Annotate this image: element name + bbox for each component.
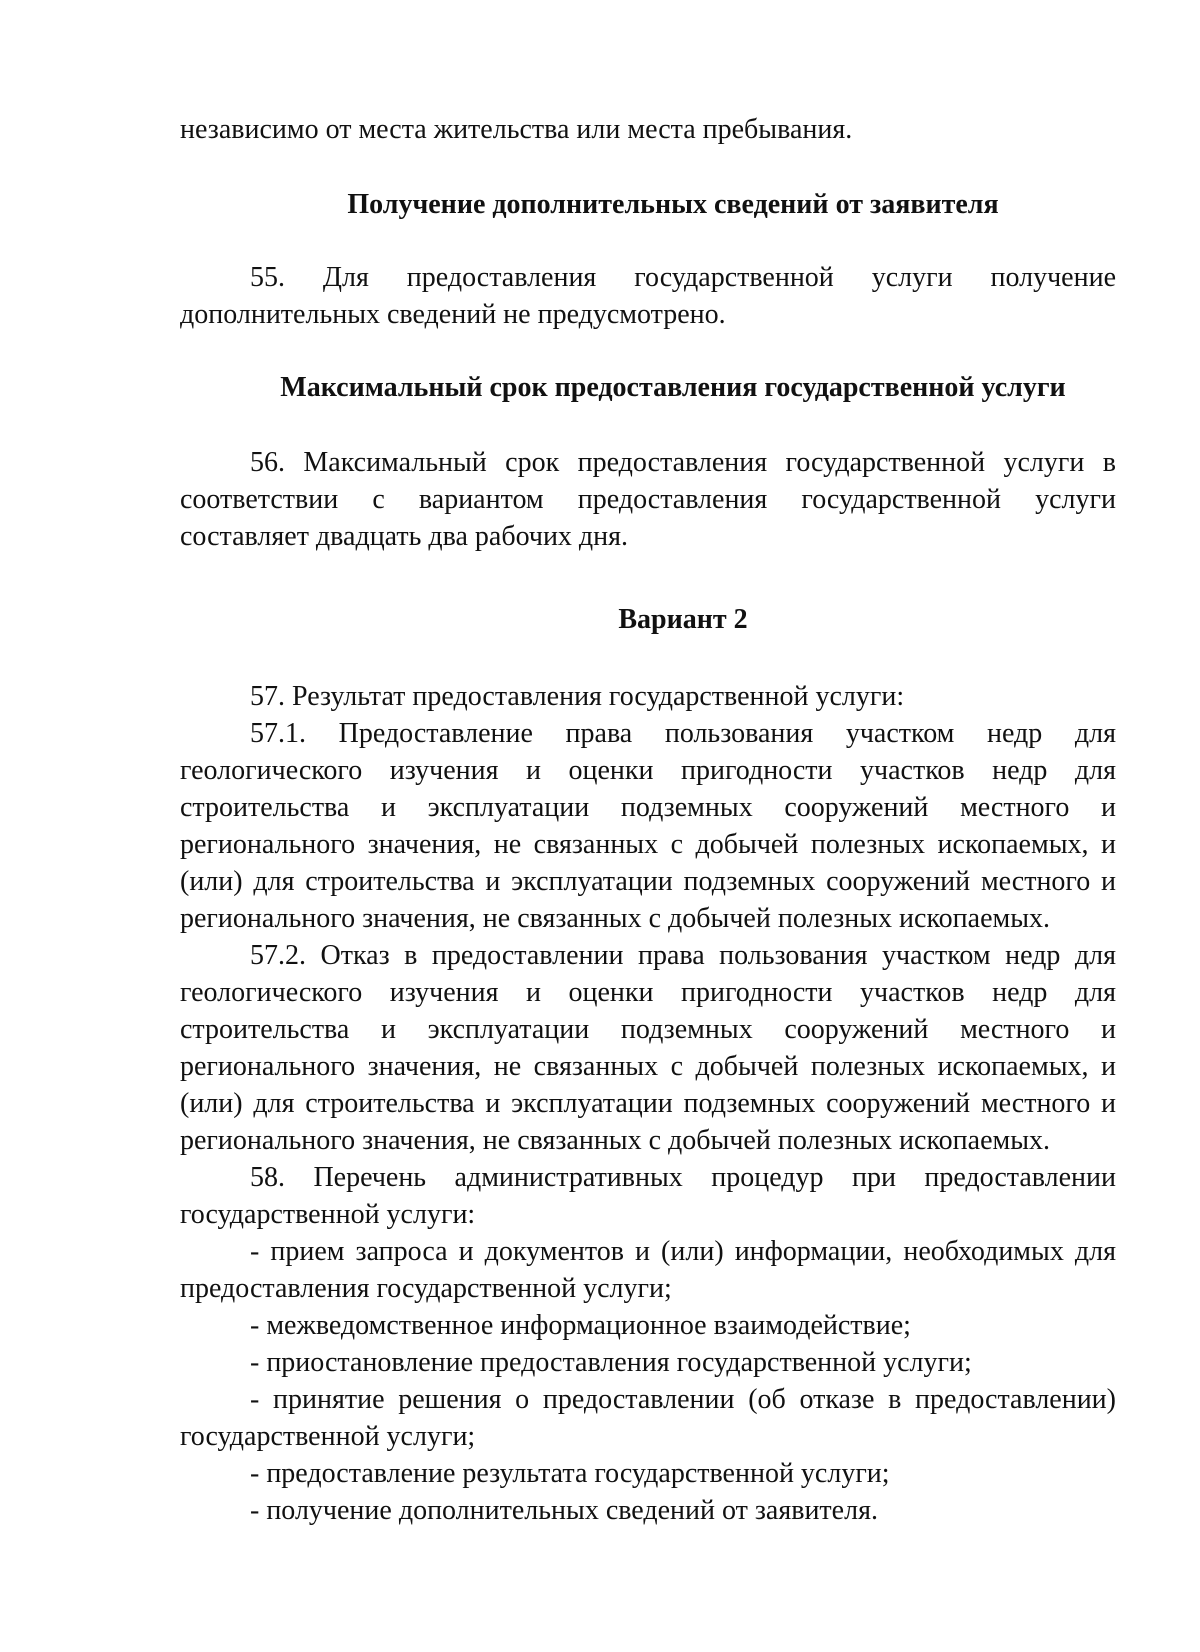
list-item: - прием запроса и документов и (или) информации, необходимых для предоставления государственной услуги; — [180, 1236, 1116, 1304]
paragraph-56: 56. Максимальный срок предоставления государственной услуги в соответствии с вариантом предоставления государственной услуги составляет двадцать два рабочих дня. — [180, 447, 1116, 552]
heading-max-term: Максимальный срок предоставления государственной услуги — [280, 372, 1066, 403]
list-item: - получение дополнительных сведений от заявителя. — [250, 1495, 878, 1526]
procedure-list — [180, 1233, 1116, 1529]
paragraph-intro: независимо от места жительства или места пребывания. — [180, 114, 853, 145]
heading-variant-2: Вариант 2 — [618, 604, 748, 635]
list-item: - приостановление предоставления государственной услуги; — [250, 1347, 972, 1378]
paragraph-57-1: 57.1. Предоставление права пользования участком недр для геологического изучения и оценки пригодности участков недр для строительства и эксплуатации подземных сооружений местного и регионального значения, не связанных с добычей полезных ископаемых, и (или) для строительства и эксплуатации подземных сооружений местного и регионального значения, не связанных с добычей полезных ископаемых. — [180, 718, 1116, 934]
list-item: - предоставление результата государственной услуги; — [250, 1458, 890, 1489]
paragraph-57: 57. Результат предоставления государственной услуги: — [250, 681, 905, 712]
list-item: - межведомственное информационное взаимодействие; — [250, 1310, 911, 1341]
paragraph-58: 58. Перечень административных процедур при предоставлении государственной услуги: — [180, 1162, 1116, 1230]
paragraph-55: 55. Для предоставления государственной услуги получение дополнительных сведений не предусмотрено. — [180, 262, 1116, 330]
heading-additional-info: Получение дополнительных сведений от заявителя — [347, 189, 999, 220]
paragraph-57-2: 57.2. Отказ в предоставлении права пользования участком недр для геологического изучения и оценки пригодности участков недр для строительства и эксплуатации подземных сооружений местного и регионального значения, не связанных с добычей полезных ископаемых, и (или) для строительства и эксплуатации подземных сооружений местного и регионального значения, не связанных с добычей полезных ископаемых. — [180, 940, 1116, 1156]
list-item: - принятие решения о предоставлении (об отказе в предоставлении) государственной услуги; — [180, 1384, 1116, 1452]
